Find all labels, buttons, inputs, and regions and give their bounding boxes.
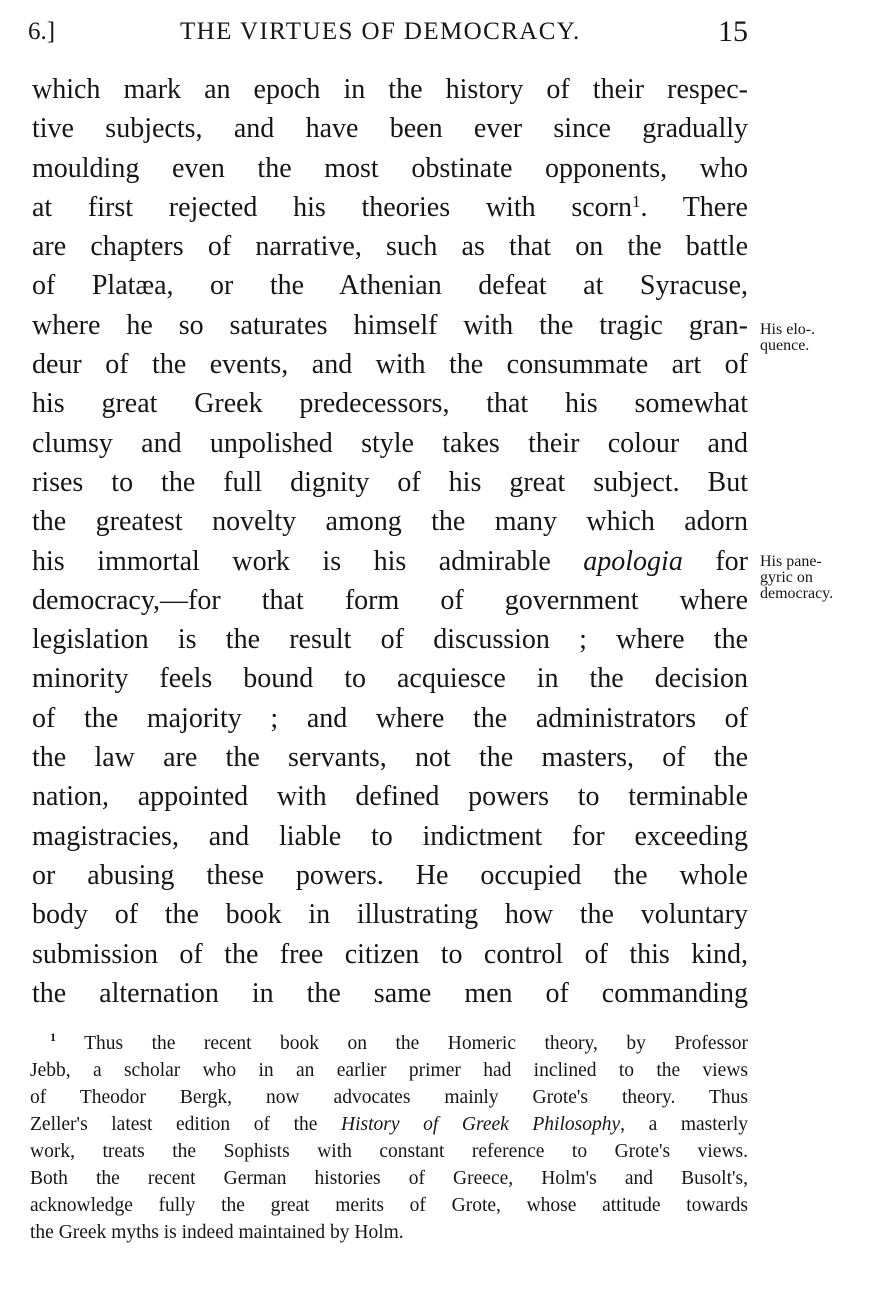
text-run: his great Greek predecessors, that his somewhat xyxy=(32,388,748,420)
text-line xyxy=(32,502,748,541)
page-number: 15 xyxy=(718,15,748,48)
text-run: rises to the full dignity of his great subject. But xyxy=(32,466,748,498)
main-text xyxy=(32,70,748,1013)
text-run: . There xyxy=(640,191,748,223)
text-line xyxy=(32,266,748,305)
text-line xyxy=(32,895,748,934)
text-run: which mark an epoch in the history of their respec- xyxy=(32,74,748,105)
text-line xyxy=(32,384,748,423)
text-run: at first rejected his theories with scorn xyxy=(32,191,632,223)
text-line xyxy=(32,306,748,345)
text-line xyxy=(32,738,748,777)
text-run: work, treats the Sophists with constant reference to Grote's views. xyxy=(30,1141,748,1162)
text-line xyxy=(32,542,748,581)
text-run: body of the book in illustrating how the voluntary xyxy=(32,899,748,931)
footnote-line xyxy=(30,1057,748,1084)
text-line xyxy=(32,345,748,384)
text-run: are chapters of narrative, such as that on the battle xyxy=(32,231,748,263)
footnote-line xyxy=(30,1138,748,1165)
footnote-line xyxy=(30,1030,748,1057)
text-line xyxy=(32,188,748,227)
text-line xyxy=(32,699,748,738)
text-line xyxy=(32,935,748,974)
text-run: of Platæa, or the Athenian defeat at Syracuse, xyxy=(32,270,748,302)
footnote-marker: 1 xyxy=(50,1030,56,1044)
text-line xyxy=(32,70,748,109)
text-line xyxy=(32,149,748,188)
text-run: nation, appointed with defined powers to terminable xyxy=(32,781,748,813)
text-line xyxy=(32,463,748,502)
footnote-reference: 1 xyxy=(631,191,641,211)
text-run: Zeller's latest edition of the xyxy=(30,1114,342,1135)
footnote-line xyxy=(30,1192,748,1219)
text-line xyxy=(32,109,748,148)
text-run: Thus the recent book on the Homeric theory, by Professor xyxy=(56,1033,748,1054)
text-run: of Theodor Bergk, now advocates mainly Grote's theory. Thus xyxy=(30,1087,748,1108)
footnote-line xyxy=(30,1111,748,1138)
footnote xyxy=(30,1030,748,1246)
text-run: Jebb, a scholar who in an earlier primer had inclined to the views xyxy=(30,1060,748,1081)
marginal-note-line: quence. xyxy=(760,337,810,354)
footnote-line xyxy=(30,1165,748,1192)
text-run: where he so saturates himself with the tragic gran- xyxy=(32,309,748,341)
marginal-note-line: gyric on xyxy=(760,569,813,586)
marginal-note-line: His pane- xyxy=(760,553,822,570)
italic-title: History of Greek Philosophy xyxy=(341,1114,621,1135)
text-run: tive subjects, and have been ever since gradually xyxy=(32,113,748,145)
marginal-note-panegyric xyxy=(760,554,888,602)
text-run: the alternation in the same men of commanding xyxy=(32,977,748,1009)
footnote-line xyxy=(30,1084,748,1111)
text-run: , a masterly xyxy=(620,1114,748,1135)
italic-title: apologia xyxy=(583,545,683,577)
marginal-note-line: His elo-. xyxy=(760,321,816,338)
text-run: moulding even the most obstinate opponents, who xyxy=(32,152,748,184)
text-run: clumsy and unpolished style takes their colour and xyxy=(32,427,748,459)
text-run: Both the recent German histories of Greece, Holm's and Busolt's, xyxy=(30,1168,748,1189)
running-head-title: THE VIRTUES OF DEMOCRACY. xyxy=(180,18,581,45)
text-run: submission of the free citizen to control of this kind, xyxy=(32,938,748,970)
text-run: the law are the servants, not the masters, of the xyxy=(32,742,748,774)
text-run: deur of the events, and with the consummate art of xyxy=(32,349,748,381)
text-run: democracy,—for that form of government where xyxy=(32,584,748,616)
text-run: acknowledge fully the great merits of Grote, whose attitude towards xyxy=(30,1195,748,1216)
text-run: his immortal work is his admirable xyxy=(32,545,584,577)
text-line xyxy=(32,974,748,1013)
marginal-note-eloquence xyxy=(760,322,888,354)
text-run: the greatest novelty among the many which adorn xyxy=(32,506,748,538)
text-line xyxy=(32,227,748,266)
text-line xyxy=(32,620,748,659)
text-run: of the majority ; and where the administrators of xyxy=(32,702,748,734)
text-line xyxy=(32,817,748,856)
text-line xyxy=(32,777,748,816)
text-run: magistracies, and liable to indictment for exceeding xyxy=(32,820,748,852)
text-line xyxy=(32,856,748,895)
text-run: minority feels bound to acquiesce in the decision xyxy=(32,663,748,695)
text-run: the Greek myths is indeed maintained by Holm. xyxy=(30,1222,404,1243)
text-line xyxy=(32,424,748,463)
text-run: or abusing these powers. He occupied the whole xyxy=(32,859,748,891)
text-run: for xyxy=(682,545,748,577)
section-number: 6.] xyxy=(28,18,56,45)
text-run: legislation is the result of discussion ; where the xyxy=(32,624,748,656)
footnote-line xyxy=(30,1219,748,1246)
marginal-note-line: democracy. xyxy=(760,585,834,602)
text-line xyxy=(32,659,748,698)
text-line xyxy=(32,581,748,620)
